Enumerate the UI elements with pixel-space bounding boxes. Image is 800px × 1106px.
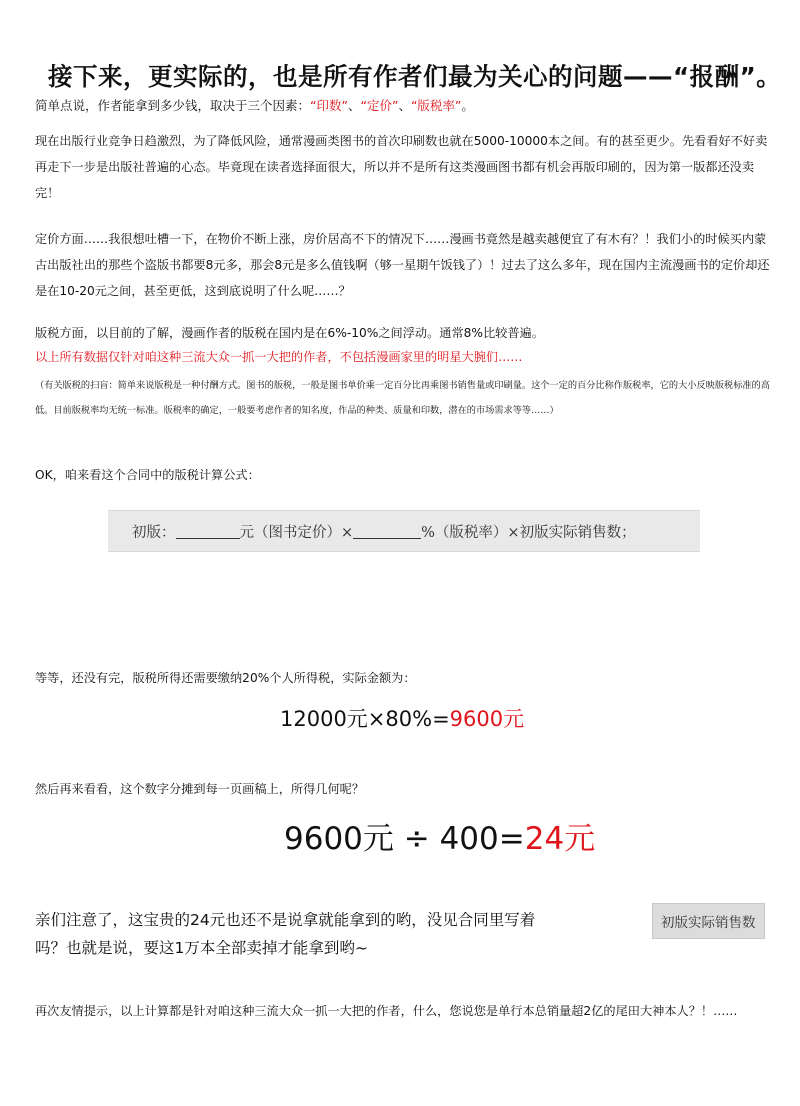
- subtitle-sep-2: 、: [398, 98, 411, 113]
- calc-per-page: [284, 813, 595, 858]
- calc-per-page-result: 24元: [524, 821, 596, 857]
- paragraph-royalty: 版税方面，以目前的了解，漫画作者的版税在国内是在6%-10%之间浮动。通常8%比较普遍。: [35, 326, 544, 340]
- tax-line: 等等，还没有完，版税所得还需要缴纳20%个人所得税，实际金额为：: [35, 671, 416, 685]
- formula-blank-rate: [353, 524, 421, 539]
- formula-blank-price: [176, 524, 240, 539]
- factor-price: “定价”: [360, 98, 399, 113]
- factor-print-count: “印数”: [310, 98, 348, 113]
- note-badge-wrap: [652, 903, 765, 939]
- calc-after-tax-result: 9600元: [449, 707, 525, 731]
- calc-per-page-expr: 9600元 ÷ 400=: [284, 821, 525, 857]
- red-disclaimer: 以上所有数据仅针对咱这种三流大众一抓一大把的作者，不包括漫画家里的明星大腕们……: [35, 350, 523, 364]
- final-note: 再次友情提示，以上计算都是针对咱这种三流大众一抓一大把的作者，什么，您说您是单行本总销量超2亿的尾田大神本人？！……: [35, 1004, 738, 1018]
- first-edition-sales-badge: 初版实际销售数: [652, 903, 765, 939]
- page-title: 接下来，更实际的，也是所有作者们最为关心的问题——“报酬”。: [48, 62, 782, 91]
- paragraph-print-run: 现在出版行业竞争日趋激烈，为了降低风险，通常漫画类图书的首次印刷数也就在5000-10000本之间。有的甚至更少。先看看好不好卖再走下一步是出版社普遍的心态。毕竟现在读者选择面很大，所以并不是所有这类漫画图书都有机会再版印刷的，因为第一版都还没卖完！: [35, 134, 768, 200]
- subtitle-sep-1: 、: [347, 98, 361, 113]
- per-page-line: 然后再来看看，这个数字分摊到每一页画稿上，所得几何呢？: [35, 782, 365, 796]
- royalty-explainer: （有关版税的扫盲：简单来说版税是一种付酬方式。图书的版税，一般是图书单价乘一定百分比再乘图书销售量或印刷量。这个一定的百分比称作版税率，它的大小反映版税标准的高低。目前版税率均无统一标准。版税率的确定，一般要考虑作者的知名度，作品的种类、质量和印数，潜在的市场需求等等……）: [35, 380, 770, 416]
- formula-intro: OK，咱来看这个合同中的版税计算公式：: [35, 468, 260, 482]
- calc-after-tax-expr: 12000元×80%=: [280, 707, 450, 731]
- paragraph-price: 定价方面……我很想吐槽一下，在物价不断上涨，房价居高不下的情况下……漫画书竟然是越卖越便宜了有木有？！我们小的时候买内蒙古出版社出的那些个盗版书都要8元多，那会8元是多么值钱啊（够一星期午饭钱了）！过去了这么多年，现在国内主流漫画书的定价却还是在10-20元之间，甚至更低，这到底说明了什么呢……？: [35, 232, 770, 298]
- formula-part-price: 元（图书定价）×: [239, 524, 354, 541]
- royalty-formula-box: [108, 510, 700, 552]
- note-line-2: 吗？也就是说，要这1万本全部卖掉才能拿到哟~: [35, 939, 368, 957]
- calc-after-tax: [280, 703, 524, 733]
- note-line-1: 亲们注意了，这宝贵的24元也还不是说拿就能拿到的哟，没见合同里写着: [35, 911, 536, 929]
- formula-part-rate: %（版税率）×初版实际销售数；: [421, 524, 636, 541]
- subtitle-suffix: 。: [461, 98, 474, 113]
- factor-royalty-rate: “版税率”: [410, 98, 462, 113]
- subtitle-prefix: 简单点说，作者能拿到多少钱，取决于三个因素：: [35, 98, 311, 113]
- formula-label: 初版：: [132, 524, 176, 541]
- subtitle: [35, 96, 474, 114]
